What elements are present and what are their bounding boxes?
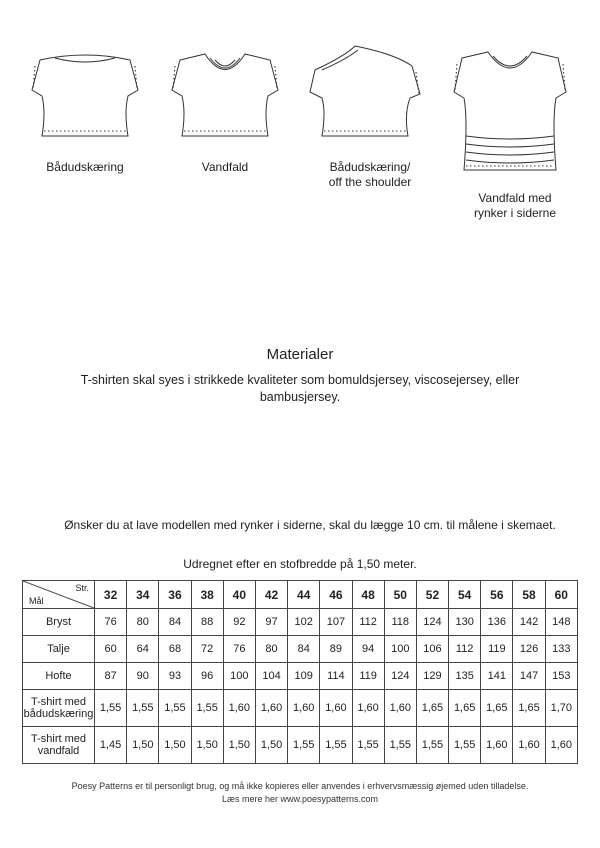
size-header-cell: 40 [223, 581, 255, 609]
table-cell: 112 [352, 609, 384, 636]
table-cell: 107 [320, 609, 352, 636]
table-cell: 1,60 [223, 690, 255, 727]
table-cell: 126 [513, 636, 545, 663]
table-cell: 1,55 [288, 727, 320, 764]
table-cell: 100 [384, 636, 416, 663]
table-cell: 72 [191, 636, 223, 663]
table-cell: 147 [513, 663, 545, 690]
table-cell: 124 [416, 609, 448, 636]
table-cell: 80 [255, 636, 287, 663]
table-cell: 119 [352, 663, 384, 690]
row-label [23, 636, 95, 663]
size-header-cell: 60 [545, 581, 577, 609]
table-cell: 1,70 [545, 690, 577, 727]
sketch-off-shoulder [300, 40, 430, 152]
table-cell: 93 [159, 663, 191, 690]
size-header-cell: 32 [95, 581, 127, 609]
table-cell: 1,65 [449, 690, 481, 727]
size-header-cell: 54 [449, 581, 481, 609]
copyright-text: Poesy Patterns er til personligt brug, og må ikke kopieres eller anvendes i erhvervsmæssig øjemed uden tilladelse. [71, 781, 529, 791]
row-label [23, 727, 95, 764]
table-cell: 1,50 [223, 727, 255, 764]
row-label-line: Hofte [45, 670, 72, 682]
size-header-cell: 38 [191, 581, 223, 609]
table-cell: 1,60 [288, 690, 320, 727]
row-label [23, 663, 95, 690]
table-cell: 104 [255, 663, 287, 690]
size-header-cell: 52 [416, 581, 448, 609]
table-cell: 1,60 [545, 727, 577, 764]
table-row [23, 690, 578, 727]
table-cell: 102 [288, 609, 320, 636]
table-cell: 124 [384, 663, 416, 690]
table-cell: 87 [95, 663, 127, 690]
table-cell: 1,60 [384, 690, 416, 727]
table-cell: 76 [95, 609, 127, 636]
row-label [23, 690, 95, 727]
website-text: Læs mere her www.poesypatterns.com [221, 794, 379, 804]
table-cell: 84 [159, 609, 191, 636]
table-cell: 1,65 [481, 690, 513, 727]
table-cell: 84 [288, 636, 320, 663]
table-cell: 1,65 [416, 690, 448, 727]
table-cell: 89 [320, 636, 352, 663]
table-cell: 88 [191, 609, 223, 636]
table-cell: 1,45 [95, 727, 127, 764]
materials-text: T-shirten skal syes i strikkede kvaliteter som bomuldsjersey, viscosejersey, eller bambusjersey. [80, 373, 520, 404]
table-cell: 1,60 [481, 727, 513, 764]
sketch-cowl-ruched [440, 40, 580, 180]
table-corner [23, 581, 95, 609]
corner-size-label: Str. [75, 583, 89, 593]
table-cell: 76 [223, 636, 255, 663]
table-cell: 1,55 [384, 727, 416, 764]
table-cell: 1,55 [127, 690, 159, 727]
table-cell: 1,60 [513, 727, 545, 764]
table-cell: 119 [481, 636, 513, 663]
row-label [23, 609, 95, 636]
sketch-cowl-neck [160, 40, 290, 152]
sketch-boat-neck [20, 40, 150, 152]
table-cell: 1,55 [95, 690, 127, 727]
table-cell: 141 [481, 663, 513, 690]
table-cell: 1,60 [255, 690, 287, 727]
table-cell: 1,50 [255, 727, 287, 764]
materials-title: Materialer [266, 346, 334, 363]
table-cell: 129 [416, 663, 448, 690]
table-cell: 1,65 [513, 690, 545, 727]
table-cell: 112 [449, 636, 481, 663]
size-header-cell: 58 [513, 581, 545, 609]
row-label-line: vandfald [37, 745, 80, 757]
table-cell: 1,55 [449, 727, 481, 764]
table-cell: 114 [320, 663, 352, 690]
table-cell: 148 [545, 609, 577, 636]
size-header-cell: 46 [320, 581, 352, 609]
table-cell: 1,55 [416, 727, 448, 764]
row-label-line: T-shirt med [30, 696, 86, 708]
style-caption: Bådudskæring/ off the shoulder [328, 160, 412, 189]
size-table [22, 580, 578, 764]
table-cell: 64 [127, 636, 159, 663]
table-row [23, 663, 578, 690]
row-label-line: bådudskæring [23, 708, 94, 720]
size-header-cell: 42 [255, 581, 287, 609]
table-cell: 68 [159, 636, 191, 663]
table-cell: 1,60 [320, 690, 352, 727]
table-cell: 1,55 [320, 727, 352, 764]
table-cell: 1,60 [352, 690, 384, 727]
ruching-note: Ønsker du at lave modellen med rynker i siderne, skal du lægge 10 cm. til målene i skemaet. [64, 518, 556, 532]
size-header-cell: 34 [127, 581, 159, 609]
table-cell: 109 [288, 663, 320, 690]
row-label-line: T-shirt med [30, 733, 86, 745]
table-cell: 130 [449, 609, 481, 636]
style-caption: Vandfald med rynker i siderne [473, 191, 557, 220]
table-cell: 1,50 [159, 727, 191, 764]
table-cell: 106 [416, 636, 448, 663]
table-row [23, 636, 578, 663]
size-header-cell: 44 [288, 581, 320, 609]
table-cell: 142 [513, 609, 545, 636]
table-cell: 1,50 [191, 727, 223, 764]
size-header-row [23, 581, 578, 609]
table-cell: 90 [127, 663, 159, 690]
row-label-line: Talje [47, 643, 70, 655]
size-header-cell: 48 [352, 581, 384, 609]
table-cell: 80 [127, 609, 159, 636]
size-header-cell: 50 [384, 581, 416, 609]
table-cell: 1,55 [191, 690, 223, 727]
table-cell: 94 [352, 636, 384, 663]
table-cell: 96 [191, 663, 223, 690]
style-caption: Vandfald [201, 160, 249, 174]
style-caption: Bådudskæring [46, 160, 124, 174]
table-cell: 97 [255, 609, 287, 636]
table-cell: 136 [481, 609, 513, 636]
table-row [23, 609, 578, 636]
size-header-cell: 36 [159, 581, 191, 609]
table-cell: 1,50 [127, 727, 159, 764]
size-header-cell: 56 [481, 581, 513, 609]
corner-measure-label: Mål [29, 596, 44, 606]
table-cell: 1,55 [159, 690, 191, 727]
row-label-line: Bryst [45, 616, 72, 628]
table-cell: 60 [95, 636, 127, 663]
table-row [23, 727, 578, 764]
table-cell: 100 [223, 663, 255, 690]
table-cell: 1,55 [352, 727, 384, 764]
table-cell: 92 [223, 609, 255, 636]
table-cell: 133 [545, 636, 577, 663]
table-cell: 118 [384, 609, 416, 636]
fabric-width-caption: Udregnet efter en stofbredde på 1,50 meter. [183, 557, 417, 571]
footer [0, 780, 600, 806]
table-cell: 135 [449, 663, 481, 690]
table-cell: 153 [545, 663, 577, 690]
